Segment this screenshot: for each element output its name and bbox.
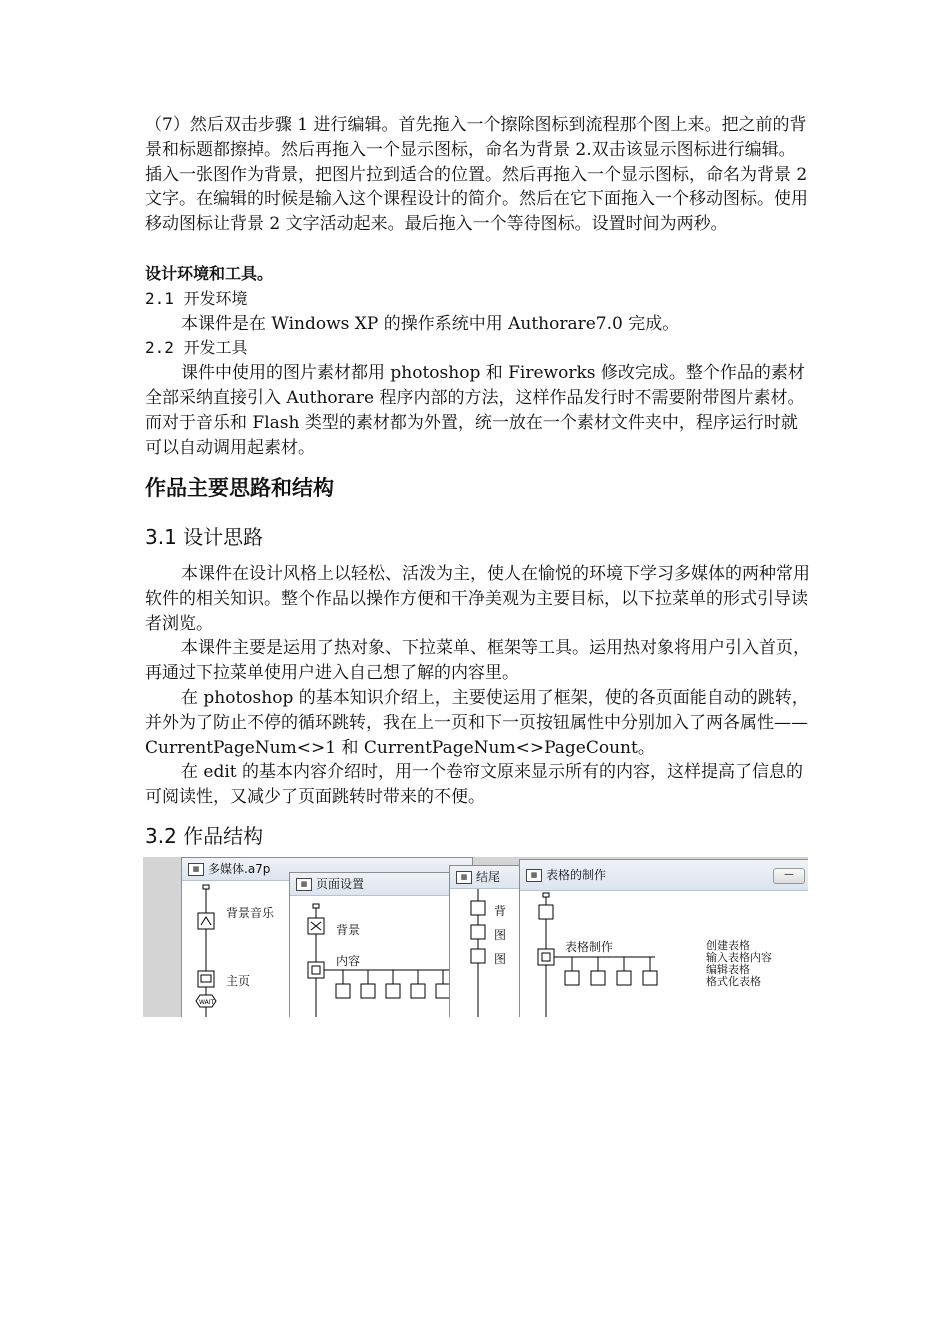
window-title: 页面设置 — [316, 877, 365, 891]
flowline-window-icon: ▦ — [296, 878, 312, 891]
section-environment — [145, 262, 810, 460]
sec31-heading: 3.1 设计思路 — [145, 525, 264, 549]
frame-label-table: 表格制作 — [565, 940, 614, 954]
env-22-heading: 2.2 开发工具 — [145, 338, 248, 358]
sec31-p2: 本课件主要是运用了热对象、下拉菜单、框架等工具。运用热对象将用户引入首页，再通过下拉菜单使用户进入自己想了解的内容里。 — [145, 638, 810, 684]
label-ending-3: 图 — [494, 952, 507, 966]
wait-icon: WAIT — [199, 999, 215, 1006]
sec31-p4: 在 edit 的基本内容介绍时，用一个卷帘文原来显示所有的内容，这样提高了信息的可阅读性，又减少了页面跳转时带来的不便。 — [145, 762, 804, 808]
window-table-making — [519, 859, 808, 1017]
flowline-diagram-2 — [290, 896, 450, 1017]
table-items-list — [706, 940, 772, 988]
step7-text: （7）然后双击步骤 1 进行编辑。首先拖入一个擦除图标到流程那个图上来。把之前的背景和标题都擦掉。然后再拖入一个显示图标，命名为背景 2.双击该显示图标进行编辑。插入一张图作为背景，把图片拉到适合的位置。然后再拖入一个显示图标，命名为背景 2 文字。在编辑的时候是输入这个课程设计的简介。然后在它下面拖入一个移动图标。使用移动图标让背景 2 文字活动起来。最后拖入一个等待图标。设置时间为两秒。 — [145, 115, 808, 235]
label-ending-1: 背 — [494, 904, 507, 918]
list-item: 创建表格 — [706, 939, 750, 952]
main-heading: 作品主要思路和结构 — [145, 476, 334, 500]
icon-label-music: 背景音乐 — [226, 906, 275, 920]
section-design — [145, 562, 810, 810]
env-21-text: 本课件是在 Windows XP 的操作系统中用 Authorare7.0 完成。 — [181, 313, 680, 334]
frame-label-content: 内容 — [336, 954, 361, 968]
minimize-button[interactable]: — — [773, 868, 805, 884]
paragraph-step7 — [145, 113, 810, 237]
env-22-text: 课件中使用的图片素材都用 photoshop 和 Fireworks 修改完成。整个作品的素材全部采纳直接引入 Authorare 程序内部的方法，这样作品发行时不需要附带图片素材。而对于音乐和 Flash 类型的素材都为外置，统一放在一个素材文件夹中，程序运行时就可以自动调用起素材。 — [145, 363, 805, 458]
sec31-p3: 在 photoshop 的基本知识介绍上，主要使运用了框架，使的各页面能自动的跳转，并外为了防止不停的循环跳转，我在上一页和下一页按钮属性中分别加入了两各属性——CurrentPageNum<>1 和 CurrentPageNum<>PageCount。 — [145, 687, 809, 758]
window-page-setup — [289, 872, 451, 1017]
list-item: 编辑表格 — [706, 963, 750, 976]
flowline-window-icon: ▦ — [526, 869, 542, 882]
sec31-p1: 本课件在设计风格上以轻松、活泼为主，使人在愉悦的环境下学习多媒体的两种常用软件的相关知识。整个作品以操作方便和干净美观为主要目标，以下拉菜单的形式引导读者浏览。 — [145, 564, 810, 634]
list-item: 输入表格内容 — [706, 951, 772, 964]
env-21-heading: 2.1 开发环境 — [145, 288, 248, 308]
structure-screenshot — [143, 857, 808, 1017]
icon-label-bg: 背景 — [336, 923, 361, 937]
flowline-window-icon: ▦ — [456, 871, 472, 884]
flowline-window-icon: ▦ — [188, 863, 204, 876]
window-ending — [449, 865, 523, 1017]
label-ending-2: 图 — [494, 928, 507, 942]
window-title: 表格的制作 — [546, 868, 607, 882]
window-title: 结尾 — [476, 870, 501, 884]
icon-label-home: 主页 — [226, 974, 251, 988]
flowline-diagram-3 — [450, 889, 522, 1017]
list-item: 格式化表格 — [706, 975, 761, 988]
env-heading: 设计环境和工具。 — [145, 264, 274, 283]
sec32-heading: 3.2 作品结构 — [145, 824, 264, 848]
window-title: 多媒体.a7p — [208, 862, 271, 876]
